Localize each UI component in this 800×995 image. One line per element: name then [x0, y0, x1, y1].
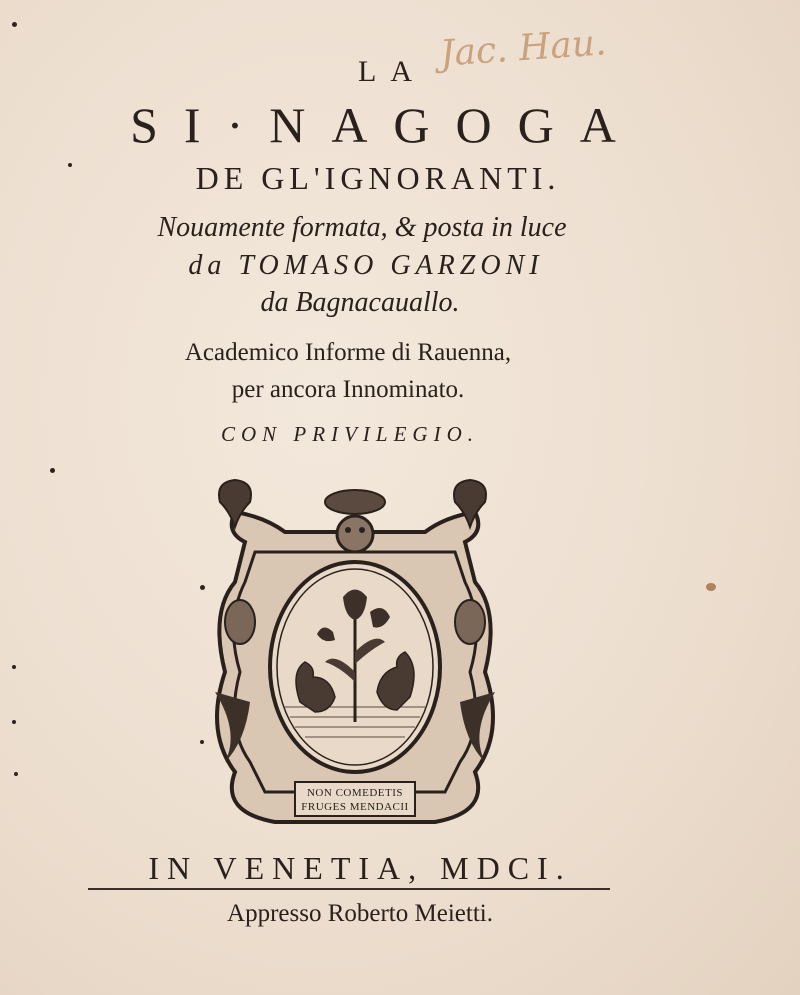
emblem-motto-line2: FRUGES MENDACII [301, 801, 409, 813]
academy-note-line: per ancora Innominato. [231, 376, 465, 403]
margin-speck [12, 720, 16, 724]
privilege-line: CON PRIVILEGIO. [221, 422, 479, 446]
margin-speck [200, 740, 204, 744]
imprint-divider-rule [88, 888, 610, 890]
subtitle-line-formata: Nouamente formata, & posta in luce [157, 212, 567, 243]
margin-speck [12, 22, 17, 27]
margin-speck [200, 585, 205, 590]
printers-device-emblem [205, 472, 505, 837]
academy-line: Academico Informe di Rauenna, [184, 339, 512, 366]
emblem-motto-line1: NON COMEDETIS [306, 787, 404, 799]
author-line: da TOMASO GARZONI [188, 250, 544, 281]
margin-speck [68, 163, 72, 167]
imprint-printer: Appresso Roberto Meietti. [227, 900, 493, 927]
margin-speck [14, 772, 18, 776]
title-line-ignoranti: DE GL'IGNORANTI. [195, 160, 561, 196]
handwritten-signature: Jac. Hau. [438, 22, 608, 75]
title-line-la: LA [358, 55, 426, 88]
paper-stain [706, 583, 716, 591]
margin-speck [12, 665, 16, 669]
imprint-place-date: IN VENETIA, MDCI. [148, 850, 572, 886]
margin-speck [50, 468, 55, 473]
title-line-sinagoga: SI·NAGOGA [130, 97, 642, 153]
author-origin-line: da Bagnacauallo. [260, 287, 460, 318]
